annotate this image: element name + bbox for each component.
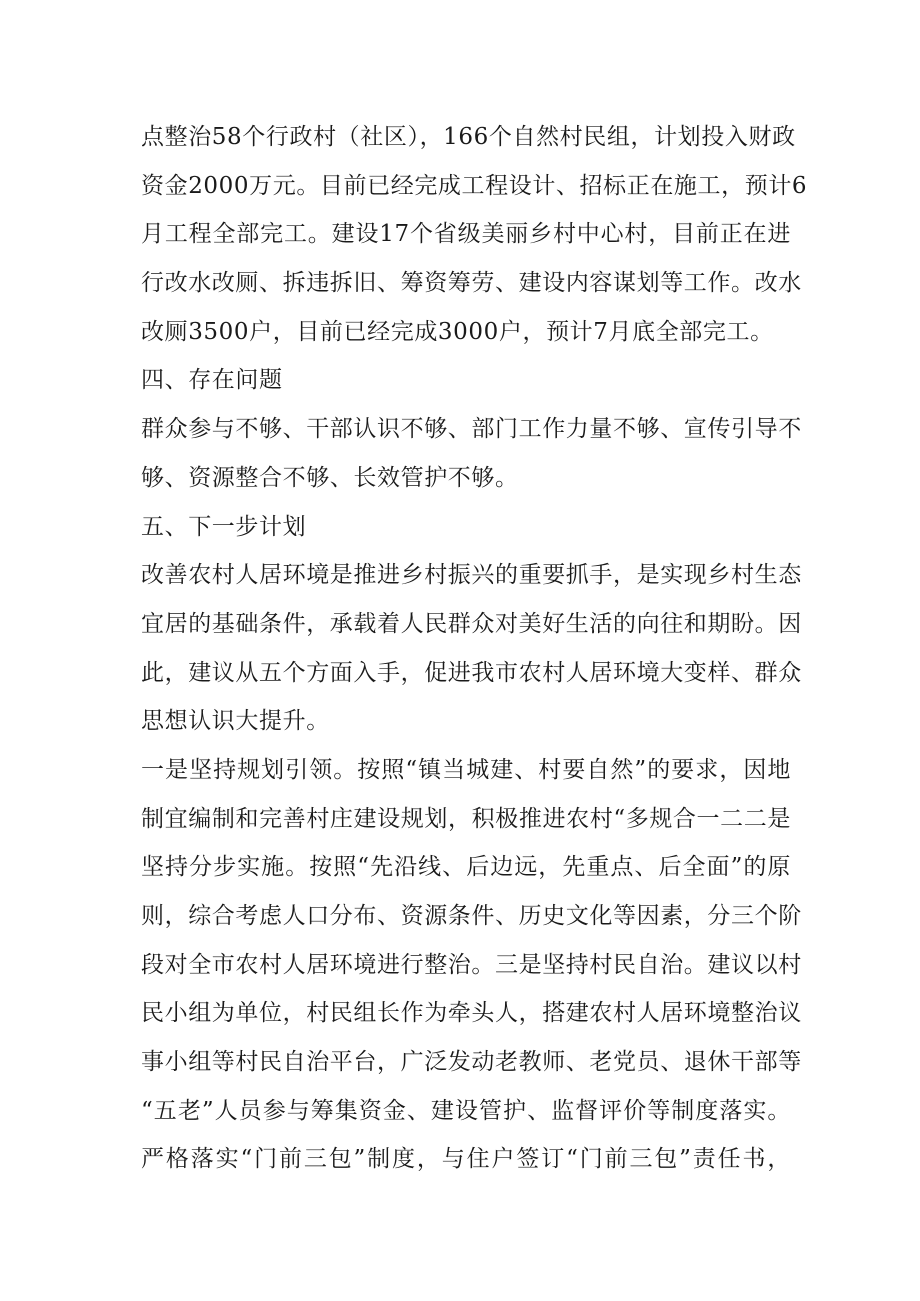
paragraph-line: 则，综合考虑人口分布、资源条件、历史文化等因素，分三个阶 — [141, 903, 802, 929]
paragraph-line: 一是坚持规划引领。按照“镇当城建、村要自然”的要求，因地 — [141, 756, 791, 783]
paragraph-line: 改厕3500户，目前已经完成3000户，预计7月底全部完工。 — [141, 318, 774, 345]
section-heading: 四、存在问题 — [141, 367, 283, 394]
paragraph-line: 月工程全部完工。建设17个省级美丽乡村中心村，目前正在进 — [141, 221, 791, 248]
section-heading: 五、下一步计划 — [141, 513, 307, 540]
paragraph-line: 坚持分步实施。按照“先沿线、后边远，先重点、后全面”的原 — [141, 854, 791, 881]
paragraph-line: 制宜编制和完善村庄建设规划，积极推进农村“多规合一二二是 — [141, 805, 791, 832]
paragraph-line: “五老”人员参与筹集资金、建设管护、监督评价等制度落实。 — [141, 1097, 791, 1124]
paragraph-line: 资金2000万元。目前已经完成工程设计、招标正在施工，预计6 — [141, 172, 808, 199]
paragraph-line: 严格落实“门前三包”制度，与住户签订“门前三包”责任书， — [141, 1146, 791, 1173]
paragraph-line: 此，建议从五个方面入手，促进我市农村人居环境大变样、群众 — [141, 659, 802, 686]
paragraph-line: 点整治58个行政村（社区），166个自然村民组，计划投入财政 — [141, 124, 796, 150]
paragraph-line: 改善农村人居环境是推进乡村振兴的重要抓手，是实现乡村生态 — [141, 562, 802, 589]
paragraph-line: 思想认识大提升。 — [141, 708, 330, 735]
document-body — [141, 113, 808, 1184]
paragraph-line: 宜居的基础条件，承载着人民群众对美好生活的向往和期盼。因 — [141, 610, 802, 637]
paragraph-line: 行改水改厕、拆违拆旧、筹资筹劳、建设内容谋划等工作。改水 — [141, 270, 802, 297]
paragraph-line: 段对全市农村人居环境进行整治。三是坚持村民自治。建议以村 — [141, 951, 802, 978]
paragraph-line: 事小组等村民自治平台，广泛发动老教师、老党员、退休干部等 — [141, 1049, 802, 1076]
paragraph-line: 群众参与不够、干部认识不够、部门工作力量不够、宣传引导不 — [141, 416, 802, 443]
paragraph-line: 够、资源整合不够、长效管护不够。 — [141, 464, 519, 491]
paragraph-line: 民小组为单位，村民组长作为牵头人，搭建农村人居环境整治议 — [141, 1000, 802, 1027]
